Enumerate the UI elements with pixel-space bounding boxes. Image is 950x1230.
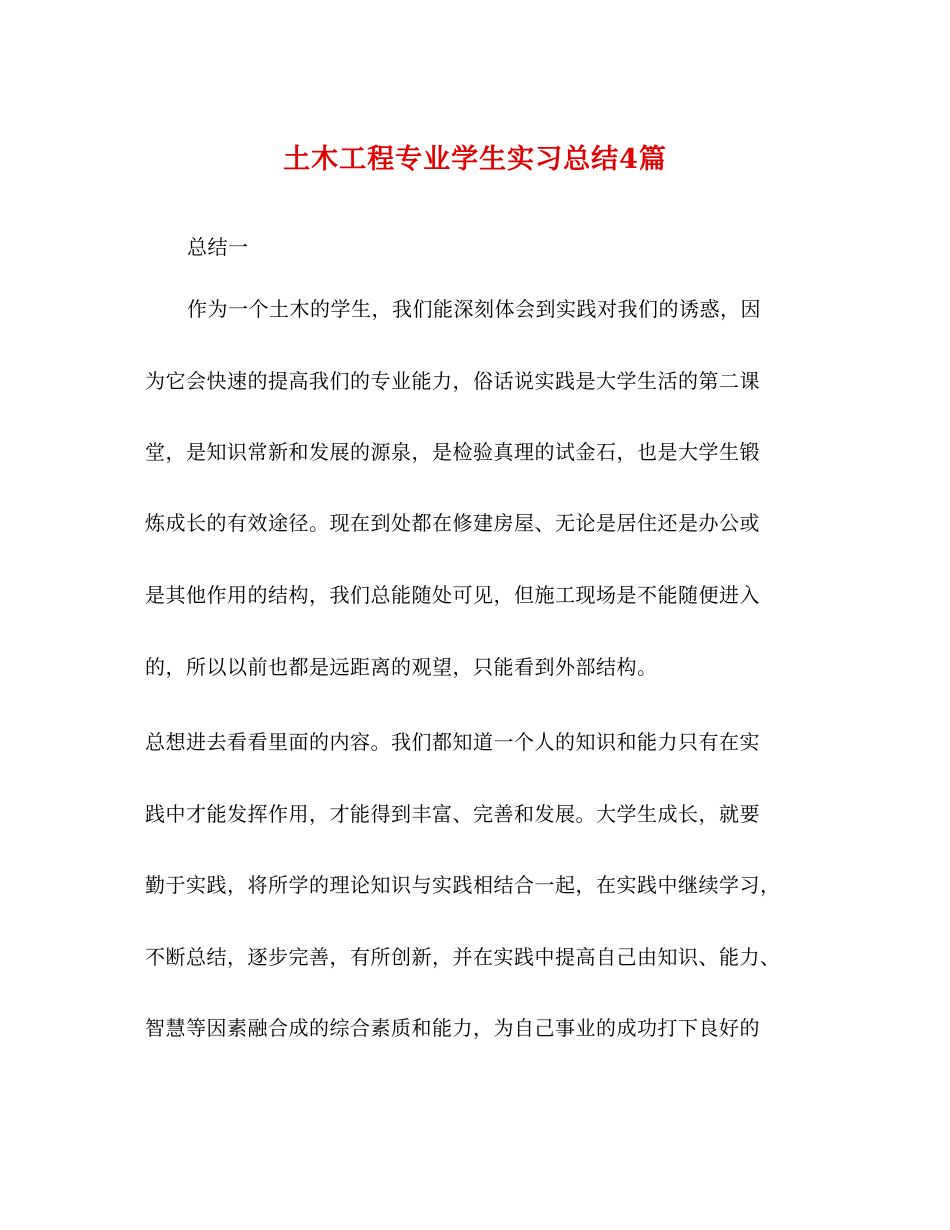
paragraph-line: 勤于实践，将所学的理论知识与实践相结合一起，在实践中继续学习， [145,873,781,897]
paragraph-line: 是其他作用的结构，我们总能随处可见，但施工现场是不能随便进入 [145,583,760,607]
paragraph-line: 智慧等因素融合成的综合素质和能力，为自己事业的成功打下良好的 [145,1016,760,1040]
paragraph-line: 为它会快速的提高我们的专业能力，俗话说实践是大学生活的第二课 [145,369,760,393]
paragraph-line: 的，所以以前也都是远距离的观望，只能看到外部结构。 [145,655,658,679]
paragraph-line: 堂，是知识常新和发展的源泉，是检验真理的试金石，也是大学生锻 [145,440,760,464]
paragraph-line: 炼成长的有效途径。现在到处都在修建房屋、无论是居住还是办公或 [145,511,760,535]
paragraph-line: 不断总结，逐步完善，有所创新，并在实践中提高自己由知识、能力、 [145,945,781,969]
paragraph-line: 践中才能发挥作用，才能得到丰富、完善和发展。大学生成长，就要 [145,802,760,826]
section-heading: 总结一 [187,235,249,259]
paragraph-line: 总想进去看看里面的内容。我们都知道一个人的知识和能力只有在实 [145,730,760,754]
document-title: 土木工程专业学生实习总结4篇 [283,144,667,175]
paragraph-line: 作为一个土木的学生，我们能深刻体会到实践对我们的诱惑，因 [187,297,761,321]
